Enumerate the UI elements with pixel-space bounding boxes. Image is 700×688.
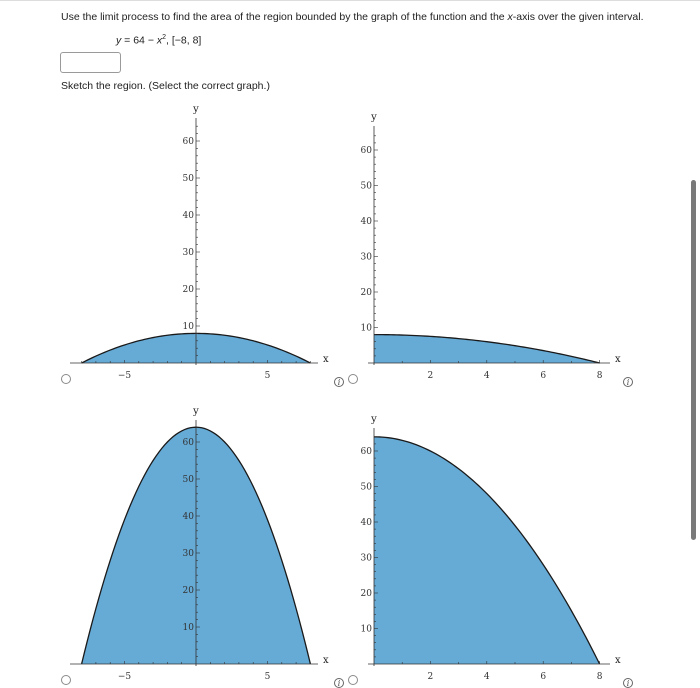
y-axis-label: y [371,112,377,123]
y-tick-label: 40 [182,512,194,522]
y-tick-label: 60 [360,447,372,457]
chart-c [70,406,329,682]
chart-b [361,112,621,381]
y-tick-label: 20 [360,589,372,599]
y-tick-label: 30 [360,252,372,263]
question-text: Use the limit process to find the area of the region bounded by the graph of the function and the x-axis over the given interval. [61,11,644,23]
region-fill [374,437,600,664]
x-tick-label: 5 [264,672,271,682]
x-tick-label: 4 [483,672,490,682]
x-axis-label: x [615,655,621,666]
radio-option-c[interactable] [61,675,71,685]
y-tick-label: 20 [182,586,194,596]
y-tick-label: 20 [360,288,372,298]
x-tick-label: −5 [117,371,132,381]
x-tick-label: 5 [264,371,271,381]
y-tick-label: 40 [360,518,372,528]
y-tick-label: 30 [182,549,194,559]
x-tick-label: −5 [117,672,132,682]
chart-a [70,104,329,381]
y-tick-label: 50 [360,181,372,192]
y-tick-label: 40 [182,211,194,221]
x-tick-label: 8 [596,371,603,381]
y-axis-label: y [193,104,199,115]
y-tick-label: 10 [360,323,372,334]
y-axis-label: y [193,406,199,417]
y-tick-label: 50 [182,174,194,184]
y-tick-label: 30 [360,553,372,564]
x-axis-label: x [323,655,329,666]
info-icon-c[interactable]: i [334,678,344,688]
y-tick-label: 50 [360,482,372,493]
x-tick-label: 2 [427,672,434,682]
chart-d [361,414,621,682]
y-tick-label: 50 [182,475,194,485]
y-tick-label: 60 [182,438,194,448]
x-axis-label: x [615,354,621,365]
y-tick-label: 20 [182,285,194,295]
y-tick-label: 10 [360,624,372,635]
radio-option-a[interactable] [61,374,71,384]
x-tick-label: 6 [540,371,547,381]
x-tick-label: 8 [596,672,603,682]
info-icon-d[interactable]: i [623,678,633,688]
region-fill [374,335,600,363]
y-axis-label: y [371,414,377,425]
y-tick-label: 10 [182,623,194,633]
info-icon-b[interactable]: i [623,377,633,387]
x-tick-label: 4 [483,371,490,381]
x-tick-label: 6 [540,672,547,682]
radio-option-d[interactable] [348,675,358,685]
x-axis-label: x [323,354,329,365]
y-tick-label: 40 [360,217,372,227]
radio-option-b[interactable] [348,374,358,384]
info-icon-a[interactable]: i [334,377,344,387]
scrollbar-thumb[interactable] [691,180,696,540]
y-tick-label: 10 [182,322,194,332]
y-tick-label: 60 [182,137,194,147]
sketch-prompt: Sketch the region. (Select the correct graph.) [61,80,270,92]
y-tick-label: 60 [360,146,372,156]
function-equation: $y = 64 - x^2$, [−8, 8] [116,34,202,47]
x-tick-label: 2 [427,371,434,381]
y-tick-label: 30 [182,248,194,258]
